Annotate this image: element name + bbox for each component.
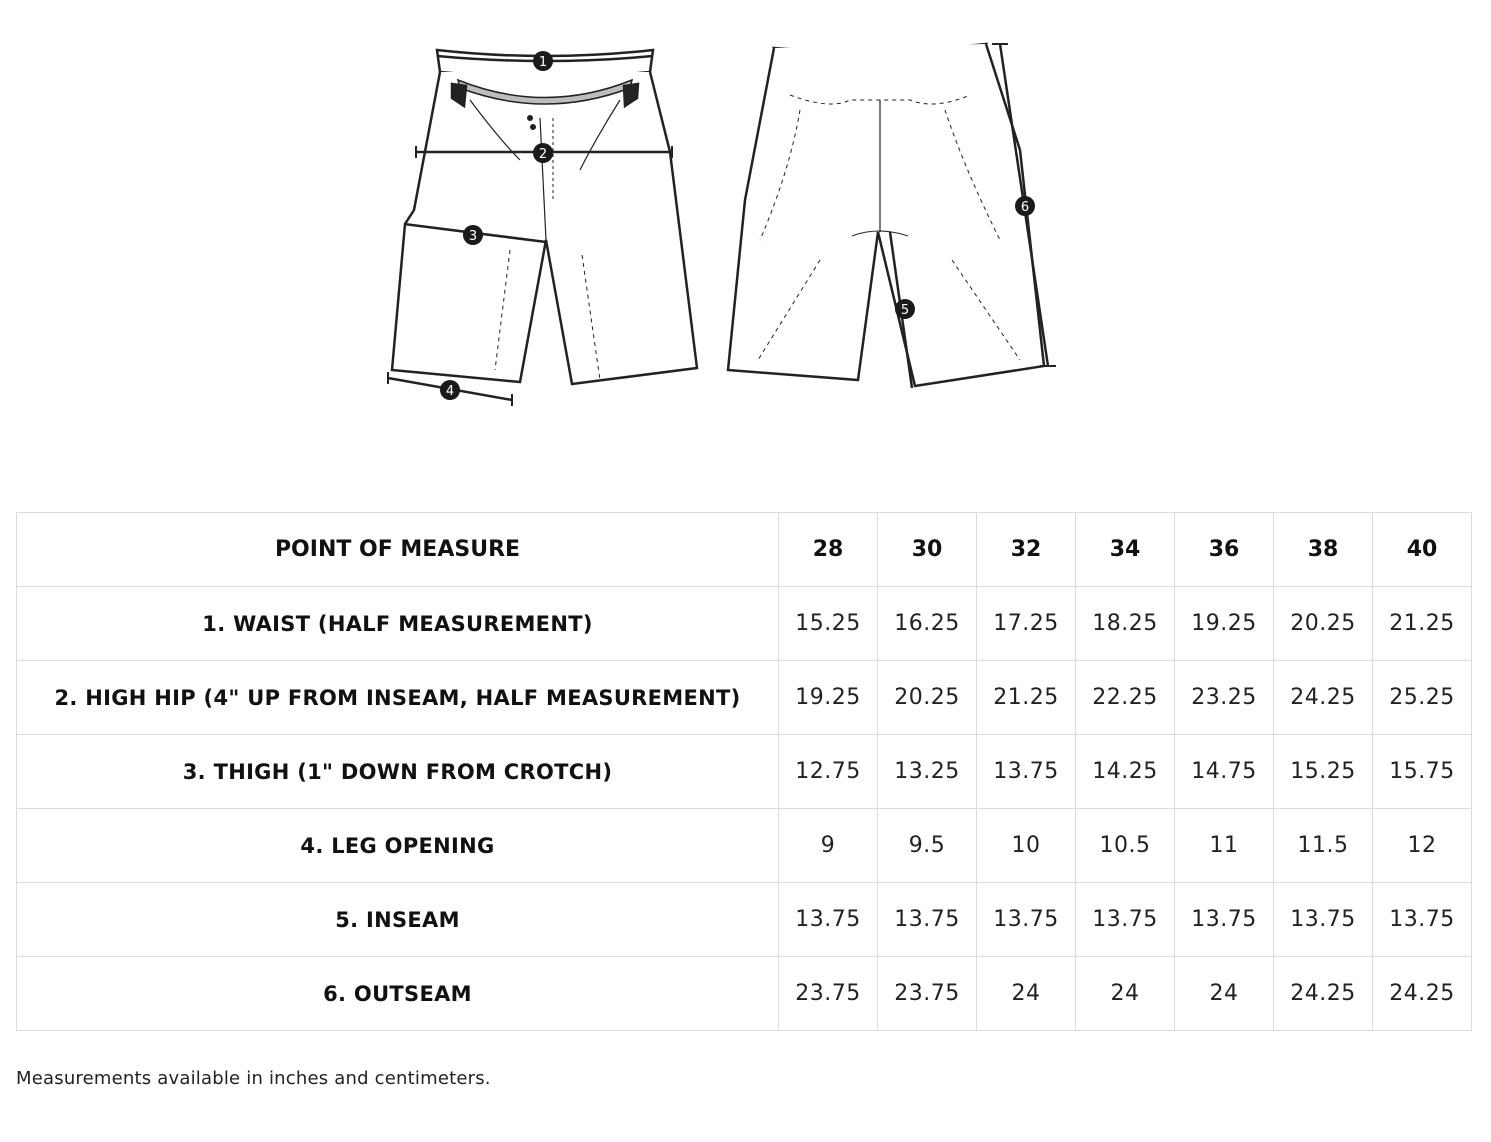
table-cell: 13.75 (1274, 883, 1373, 957)
table-cell: 10 (977, 809, 1076, 883)
marker-1 (533, 51, 553, 71)
svg-text:5: 5 (900, 303, 910, 318)
table-cell: 15.25 (779, 587, 878, 661)
table-header-row (17, 513, 1472, 587)
table-cell: 13.75 (878, 883, 977, 957)
svg-text:1: 1 (538, 55, 548, 70)
table-cell: 11.5 (1274, 809, 1373, 883)
row-label: 4. LEG OPENING (17, 809, 779, 883)
back-view-shorts (728, 44, 1056, 388)
table-cell: 15.75 (1373, 735, 1472, 809)
table-cell: 19.25 (779, 661, 878, 735)
table-cell: 23.25 (1175, 661, 1274, 735)
table-row (17, 587, 1472, 661)
table-cell: 24 (1175, 957, 1274, 1031)
table-cell: 24.25 (1274, 957, 1373, 1031)
table-cell: 14.75 (1175, 735, 1274, 809)
header-size: 38 (1274, 513, 1373, 587)
table-cell: 13.75 (1373, 883, 1472, 957)
table-cell: 23.75 (779, 957, 878, 1031)
row-label: 5. INSEAM (17, 883, 779, 957)
table-cell: 15.25 (1274, 735, 1373, 809)
table-cell: 25.25 (1373, 661, 1472, 735)
table-cell: 18.25 (1076, 587, 1175, 661)
table-cell: 9 (779, 809, 878, 883)
table-cell: 23.75 (878, 957, 977, 1031)
shorts-measurement-diagram (370, 30, 1090, 420)
row-label: 2. HIGH HIP (4" UP FROM INSEAM, HALF MEASUREMENT) (17, 661, 779, 735)
row-label: 3. THIGH (1" DOWN FROM CROTCH) (17, 735, 779, 809)
table-cell: 24.25 (1274, 661, 1373, 735)
table-cell: 21.25 (1373, 587, 1472, 661)
row-label: 1. WAIST (HALF MEASUREMENT) (17, 587, 779, 661)
table-cell: 24 (977, 957, 1076, 1031)
row-label: 6. OUTSEAM (17, 957, 779, 1031)
header-size: 40 (1373, 513, 1472, 587)
table-row (17, 883, 1472, 957)
size-chart-table (16, 512, 1472, 1031)
header-size: 32 (977, 513, 1076, 587)
header-size: 30 (878, 513, 977, 587)
table-cell: 24.25 (1373, 957, 1472, 1031)
table-cell: 11 (1175, 809, 1274, 883)
header-size: 36 (1175, 513, 1274, 587)
table-cell: 13.75 (1175, 883, 1274, 957)
table-cell: 12.75 (779, 735, 878, 809)
table-cell: 22.25 (1076, 661, 1175, 735)
header-point-of-measure: POINT OF MEASURE (17, 513, 779, 587)
table-row (17, 957, 1472, 1031)
table-cell: 13.75 (977, 883, 1076, 957)
table-cell: 12 (1373, 809, 1472, 883)
table-cell: 19.25 (1175, 587, 1274, 661)
front-view-shorts (388, 50, 697, 406)
svg-text:6: 6 (1020, 200, 1030, 215)
table-row (17, 809, 1472, 883)
marker-6 (1015, 196, 1035, 216)
table-row (17, 735, 1472, 809)
table-row (17, 661, 1472, 735)
header-size: 34 (1076, 513, 1175, 587)
table-cell: 13.75 (977, 735, 1076, 809)
measurements-footnote: Measurements available in inches and centimeters. (16, 1068, 491, 1089)
table-cell: 16.25 (878, 587, 977, 661)
marker-5 (895, 299, 915, 319)
table-cell: 24 (1076, 957, 1175, 1031)
marker-3 (463, 225, 483, 245)
marker-4 (440, 380, 460, 400)
svg-text:4: 4 (445, 384, 455, 399)
table-cell: 20.25 (878, 661, 977, 735)
marker-2 (533, 143, 553, 163)
table-cell: 13.75 (1076, 883, 1175, 957)
table-cell: 17.25 (977, 587, 1076, 661)
svg-text:3: 3 (468, 229, 478, 244)
table-cell: 20.25 (1274, 587, 1373, 661)
table-cell: 21.25 (977, 661, 1076, 735)
table-cell: 13.25 (878, 735, 977, 809)
header-size: 28 (779, 513, 878, 587)
table-cell: 14.25 (1076, 735, 1175, 809)
table-cell: 13.75 (779, 883, 878, 957)
table-cell: 9.5 (878, 809, 977, 883)
table-cell: 10.5 (1076, 809, 1175, 883)
svg-text:2: 2 (538, 147, 548, 162)
